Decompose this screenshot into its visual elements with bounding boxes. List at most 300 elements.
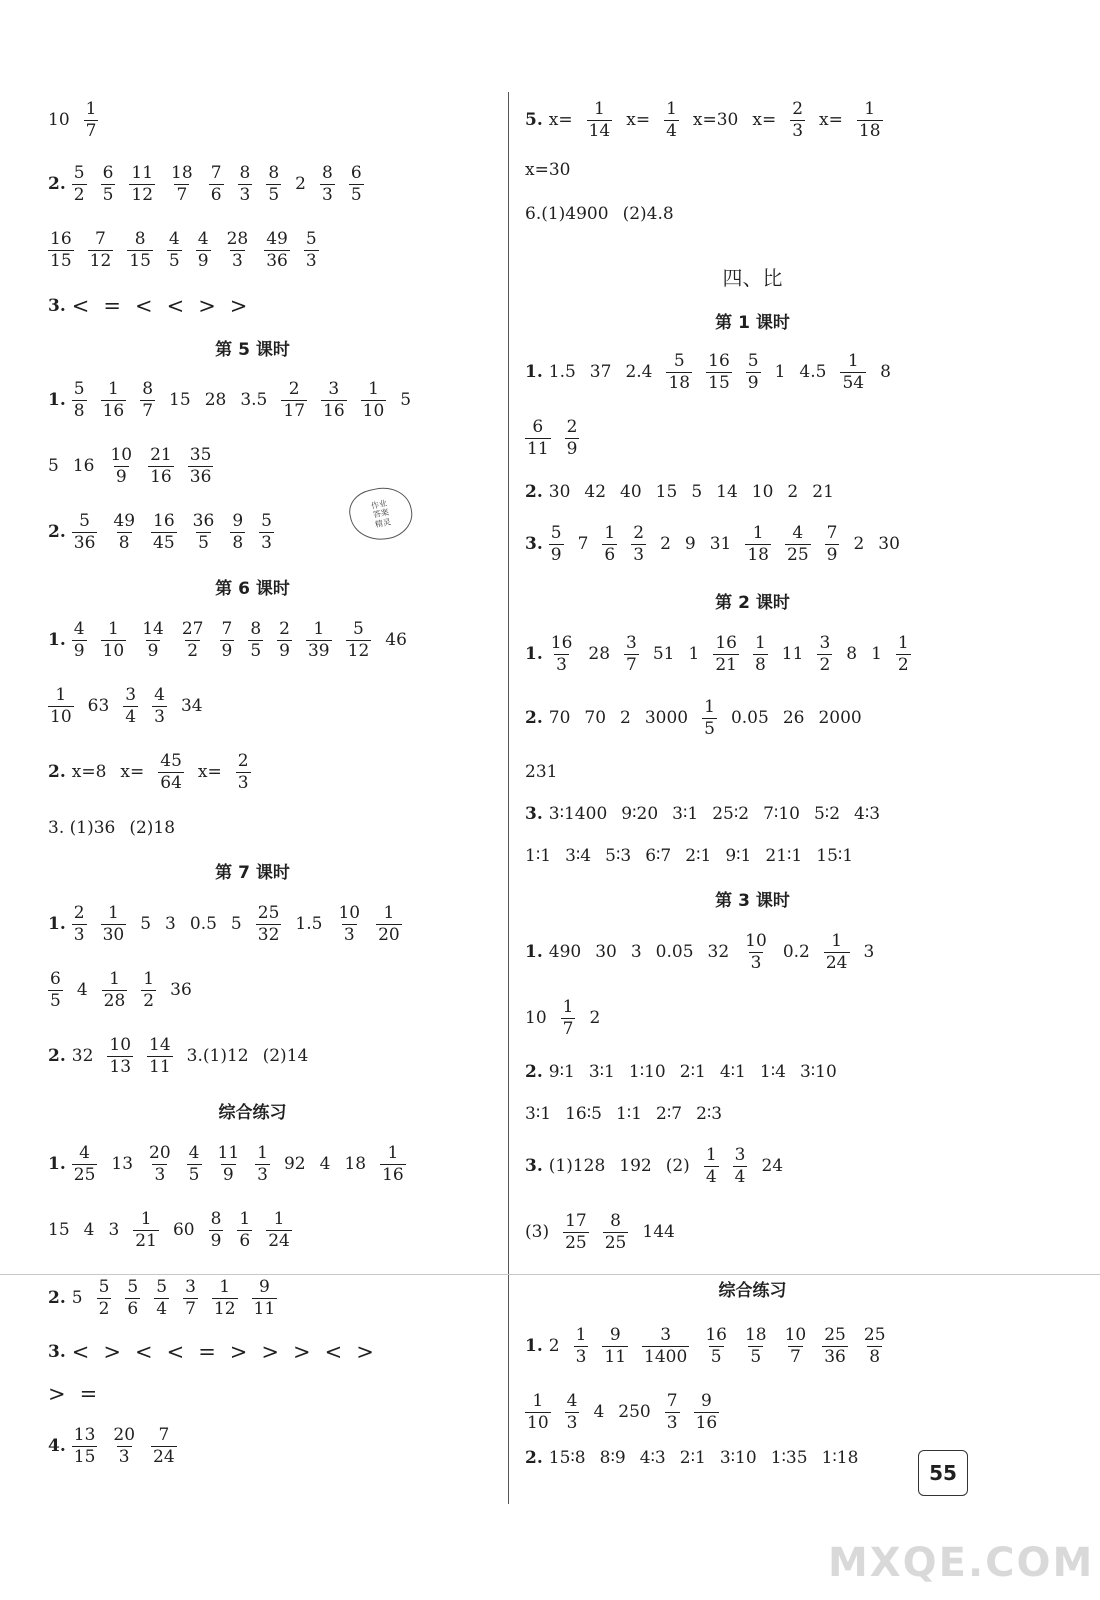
fraction — [148, 444, 174, 487]
numerator: 8 — [134, 228, 146, 249]
numerator: 20 — [113, 1424, 136, 1445]
numerator: 10 — [784, 1324, 807, 1345]
answer-value: 8∶9 — [599, 1448, 626, 1468]
numerator: 3 — [626, 632, 637, 653]
numerator: 6 — [102, 162, 114, 183]
comparison-symbol: > — [261, 1340, 280, 1364]
numerator: 8 — [250, 618, 262, 639]
numerator: 16 — [50, 228, 72, 249]
answer-line — [48, 678, 203, 734]
numerator: 4 — [566, 1390, 578, 1411]
numerator: 45 — [160, 750, 182, 771]
answer-value: x=8 — [71, 762, 107, 782]
denominator: 9 — [826, 544, 838, 565]
fraction — [152, 684, 167, 727]
numerator: 4 — [79, 1142, 90, 1163]
denominator: 9 — [222, 1164, 234, 1185]
answer-value: x= — [626, 110, 651, 130]
denominator: 10 — [50, 706, 72, 727]
denominator: 18 — [668, 372, 691, 393]
denominator: 5 — [102, 184, 114, 205]
question-number: 1. — [525, 1336, 543, 1356]
fraction — [743, 1324, 769, 1367]
fraction — [140, 378, 155, 421]
fraction — [602, 1324, 628, 1367]
fraction — [101, 162, 116, 205]
answer-value: 15∶8 — [548, 1448, 586, 1468]
denominator: 21 — [135, 1230, 157, 1251]
answer-value: 4∶3 — [854, 804, 881, 824]
answer-value: 10 — [48, 110, 70, 130]
numerator: 7 — [221, 618, 233, 639]
denominator: 12 — [213, 1298, 236, 1319]
numerator: 2 — [633, 522, 645, 543]
answer-value: 21 — [812, 482, 834, 502]
answer-value: 16∶5 — [565, 1104, 602, 1124]
answer-value: 1 — [688, 644, 700, 664]
numerator: 1 — [143, 968, 155, 989]
fraction — [266, 1208, 292, 1251]
fraction — [783, 1324, 809, 1367]
denominator: 3 — [575, 1346, 587, 1367]
answer-value: 7∶10 — [763, 804, 800, 824]
answer-value: 7 — [577, 534, 589, 554]
answer-line — [48, 896, 402, 952]
numerator: 8 — [239, 162, 251, 183]
fraction — [212, 1276, 238, 1319]
fraction — [48, 228, 74, 271]
denominator: 4 — [156, 1298, 168, 1319]
answer-value: (2)18 — [129, 818, 176, 838]
fraction — [857, 98, 883, 141]
answer-value: 1∶4 — [759, 1062, 786, 1082]
denominator: 8 — [118, 532, 130, 553]
numerator: 11 — [131, 162, 154, 183]
answer-value: 24 — [761, 1156, 784, 1176]
fraction — [196, 228, 211, 271]
question-number: 2. — [48, 762, 66, 782]
numerator: 1 — [273, 1208, 285, 1229]
denominator: 15 — [50, 250, 72, 271]
answer-value: 231 — [525, 762, 558, 782]
answer-line — [48, 1136, 406, 1192]
fraction — [525, 1390, 551, 1433]
lesson-heading: 第 1 课时 — [715, 313, 790, 333]
answer-value: 51 — [652, 644, 675, 664]
answer-value: 42 — [584, 482, 607, 502]
answer-value: 26 — [782, 708, 805, 728]
comparison-symbol: < — [324, 1340, 343, 1364]
answer-value: 2 — [660, 534, 671, 554]
answer-line — [48, 92, 98, 148]
fraction — [281, 378, 307, 421]
numerator: 7 — [95, 228, 106, 249]
fraction — [349, 162, 364, 205]
numerator: 4 — [73, 618, 85, 639]
fraction — [147, 1034, 173, 1077]
fraction — [603, 1210, 629, 1253]
numerator: 10 — [745, 930, 767, 951]
answer-value: 31 — [709, 534, 732, 554]
fraction — [111, 510, 137, 553]
fraction — [236, 750, 251, 793]
answer-value: 30 — [595, 942, 617, 962]
fraction — [753, 632, 768, 675]
answer-line — [525, 186, 674, 242]
fraction — [255, 1142, 270, 1185]
numerator: 1 — [85, 98, 97, 119]
numerator: 3 — [125, 684, 137, 705]
numerator: 3 — [819, 632, 831, 653]
denominator: 5 — [50, 990, 61, 1011]
fraction — [785, 522, 811, 565]
denominator: 2 — [897, 654, 909, 675]
watermark-text: MXQE.COM — [828, 1540, 1095, 1586]
denominator: 10 — [527, 1412, 549, 1433]
denominator: 7 — [176, 184, 188, 205]
fraction — [822, 1324, 848, 1367]
denominator: 5 — [750, 1346, 762, 1367]
answer-line — [48, 278, 247, 334]
answer-value: 250 — [618, 1402, 651, 1422]
answer-value: 3000 — [644, 708, 689, 728]
answer-value: 3∶10 — [719, 1448, 757, 1468]
denominator: 8 — [869, 1346, 881, 1367]
answer-value: 25∶2 — [712, 804, 750, 824]
comparison-symbol: < — [166, 1340, 185, 1364]
answer-value: 0.5 — [189, 914, 217, 934]
question-number: 2. — [525, 708, 543, 728]
numerator: 18 — [744, 1324, 767, 1345]
answer-line — [525, 1204, 675, 1260]
denominator: 4 — [734, 1166, 746, 1187]
numerator: 16 — [153, 510, 175, 531]
fraction — [666, 350, 692, 393]
answer-value: 2 — [548, 1336, 560, 1356]
answer-line — [48, 1418, 177, 1474]
denominator: 9 — [747, 372, 759, 393]
numerator: 14 — [142, 618, 164, 639]
fraction — [151, 1424, 177, 1467]
numerator: 14 — [149, 1034, 171, 1055]
fraction — [563, 1210, 589, 1253]
answer-value: 3∶4 — [565, 846, 592, 866]
page-number: 55 — [918, 1450, 968, 1496]
answer-value: 5 — [140, 914, 152, 934]
numerator: 21 — [150, 444, 172, 465]
denominator: 2 — [143, 990, 155, 1011]
denominator: 5 — [188, 1164, 200, 1185]
answer-value: 2 — [295, 174, 306, 194]
numerator: 10 — [110, 444, 133, 465]
denominator: 8 — [754, 654, 766, 675]
answer-value: 5 — [691, 482, 703, 502]
answer-value: 32 — [71, 1046, 94, 1066]
numerator: 17 — [565, 1210, 587, 1231]
answer-value: 2∶1 — [679, 1448, 706, 1468]
answer-value: 1∶1 — [525, 846, 552, 866]
numerator: 1 — [257, 1142, 268, 1163]
fraction — [574, 1324, 589, 1367]
comparison-symbol: > — [198, 294, 216, 318]
denominator: 18 — [747, 544, 769, 565]
fraction — [123, 684, 138, 727]
answer-value: 4.5 — [799, 362, 827, 382]
answer-value: 9 — [684, 534, 696, 554]
denominator: 20 — [378, 924, 400, 945]
answer-value: 11 — [781, 644, 804, 664]
answer-value: 2∶7 — [656, 1104, 683, 1124]
denominator: 7 — [562, 1018, 574, 1039]
answer-line — [48, 744, 251, 800]
answer-line — [48, 800, 175, 856]
numerator: 1 — [140, 1208, 152, 1229]
denominator: 5 — [198, 532, 209, 553]
denominator: 24 — [153, 1446, 175, 1467]
denominator: 3 — [322, 184, 333, 205]
denominator: 28 — [103, 990, 126, 1011]
answer-value: 1∶35 — [770, 1448, 808, 1468]
comparison-symbol: < — [134, 294, 153, 318]
numerator: 20 — [149, 1142, 171, 1163]
denominator: 3 — [239, 184, 251, 205]
numerator: 1 — [107, 378, 119, 399]
answer-line — [48, 156, 364, 212]
numerator: 1 — [704, 696, 715, 717]
fraction — [220, 618, 235, 661]
answer-value: 3∶1400 — [548, 804, 608, 824]
numerator: 8 — [268, 162, 280, 183]
denominator: 3 — [154, 1164, 166, 1185]
comparison-symbol: > — [229, 294, 248, 318]
denominator: 25 — [565, 1232, 587, 1253]
question-number: 3. — [48, 296, 66, 316]
fraction — [624, 632, 639, 675]
numerator: 49 — [266, 228, 288, 249]
fraction — [167, 228, 182, 271]
answer-value: 2000 — [818, 708, 862, 728]
denominator: 3 — [237, 772, 249, 793]
fraction — [549, 632, 575, 675]
fraction — [97, 1276, 112, 1319]
answer-value: 1∶18 — [821, 1448, 859, 1468]
denominator: 4 — [705, 1166, 717, 1187]
numerator: 5 — [98, 1276, 110, 1297]
answer-value: 5∶2 — [813, 804, 841, 824]
fraction — [266, 162, 281, 205]
numerator: 1 — [752, 522, 764, 543]
fraction — [188, 444, 214, 487]
denominator: 5 — [710, 1346, 722, 1367]
numerator: 35 — [189, 444, 212, 465]
question-number: 3. — [525, 534, 543, 554]
comparison-symbol: > — [229, 1340, 248, 1364]
lesson-heading: 第 6 课时 — [215, 579, 290, 599]
fraction — [704, 1144, 719, 1187]
numerator: 10 — [109, 1034, 132, 1055]
answer-value: 10 — [751, 482, 774, 502]
answer-value: 5 — [230, 914, 242, 934]
fraction — [746, 350, 761, 393]
denominator: 7 — [142, 400, 154, 421]
question-number: 1. — [525, 362, 543, 382]
fraction — [72, 162, 87, 205]
denominator: 3 — [231, 250, 243, 271]
denominator: 8 — [73, 400, 85, 421]
answer-value: 15∶1 — [816, 846, 854, 866]
numerator: 9 — [700, 1390, 712, 1411]
denominator: 3 — [750, 952, 762, 973]
denominator: 12 — [131, 184, 154, 205]
fraction — [101, 378, 127, 421]
numerator: 5 — [673, 350, 685, 371]
comparison-symbol: < — [166, 294, 185, 318]
answer-value: 36 — [170, 980, 192, 1000]
fraction — [209, 1208, 224, 1251]
lesson-heading: 综合练习 — [718, 1281, 787, 1301]
fraction — [549, 522, 564, 565]
fraction — [48, 684, 74, 727]
fraction — [565, 1390, 580, 1433]
fraction — [790, 98, 805, 141]
denominator: 64 — [160, 772, 182, 793]
denominator: 36 — [266, 250, 288, 271]
numerator: 8 — [210, 1208, 222, 1229]
answer-value: 0.05 — [655, 942, 694, 962]
answer-value: 1.5 — [548, 362, 576, 382]
denominator: 24 — [825, 952, 848, 973]
fraction — [745, 522, 771, 565]
answer-value: (3) — [525, 1222, 550, 1242]
numerator: 1 — [383, 902, 395, 923]
numerator: 25 — [257, 902, 280, 923]
numerator: 5 — [305, 228, 317, 249]
numerator: 4 — [188, 1142, 200, 1163]
denominator: 2 — [73, 184, 85, 205]
answer-value: 46 — [385, 630, 407, 650]
answer-value: x= — [197, 762, 222, 782]
numerator: 7 — [210, 162, 222, 183]
denominator: 3 — [556, 654, 567, 675]
numerator: 1 — [831, 930, 843, 951]
answer-line — [525, 464, 834, 520]
denominator: 7 — [185, 1298, 196, 1319]
answer-value: 21∶1 — [765, 846, 803, 866]
comparison-symbol: < — [71, 1340, 90, 1364]
numerator: 18 — [171, 162, 193, 183]
answer-line — [525, 626, 911, 682]
numerator: 4 — [168, 228, 180, 249]
comparison-symbol: > — [293, 1340, 311, 1364]
answer-line — [525, 1430, 858, 1486]
numerator: 1 — [847, 350, 859, 371]
question-number: 1. — [48, 1154, 66, 1174]
answer-value: 8 — [846, 644, 858, 664]
denominator: 9 — [197, 250, 209, 271]
fraction — [225, 228, 251, 271]
answer-value: 3 — [165, 914, 176, 934]
question-number: 3. — [525, 1156, 543, 1176]
answer-value: 2.4 — [625, 362, 653, 382]
answer-line — [525, 924, 874, 980]
fraction — [102, 968, 128, 1011]
fraction — [840, 350, 866, 393]
denominator: 3 — [118, 1446, 130, 1467]
numerator: 9 — [609, 1324, 621, 1345]
answer-line — [525, 516, 900, 572]
denominator: 4 — [666, 120, 677, 141]
answer-value: 3 — [108, 1220, 120, 1240]
fraction — [72, 618, 87, 661]
answer-value: 2∶3 — [696, 1104, 723, 1124]
answer-line — [525, 690, 862, 746]
answer-value: 490 — [548, 942, 582, 962]
comparison-symbol: > — [48, 1382, 66, 1406]
fraction — [561, 996, 576, 1039]
answer-value: 2 — [589, 1008, 601, 1028]
fraction — [72, 510, 98, 553]
answer-line — [48, 962, 192, 1018]
denominator: 2 — [819, 654, 831, 675]
answer-value: 60 — [172, 1220, 195, 1240]
answer-value: (2)14 — [262, 1046, 309, 1066]
denominator: 2 — [187, 640, 199, 661]
fraction — [380, 1142, 406, 1185]
denominator: 30 — [102, 924, 125, 945]
answer-value: 0.2 — [782, 942, 810, 962]
denominator: 36 — [73, 532, 96, 553]
answer-value: 40 — [620, 482, 642, 502]
fraction — [141, 968, 156, 1011]
answer-value: 4 — [593, 1402, 605, 1422]
denominator: 5 — [704, 718, 715, 739]
question-number: 3. — [48, 1342, 66, 1362]
fraction — [525, 416, 551, 459]
answer-line — [525, 1318, 888, 1374]
answer-line — [48, 1366, 97, 1422]
numerator: 1 — [604, 522, 616, 543]
answer-value: 34 — [180, 696, 203, 716]
answer-value: 2 — [787, 482, 799, 502]
comparison-symbol: = — [198, 1340, 216, 1364]
fraction — [587, 98, 613, 141]
numerator: 3 — [660, 1324, 672, 1345]
numerator: 1 — [368, 378, 379, 399]
answer-value: 4 — [83, 1220, 95, 1240]
fraction — [602, 522, 617, 565]
denominator: 7 — [626, 654, 637, 675]
answer-line — [48, 1028, 308, 1084]
numerator: 3 — [328, 378, 340, 399]
comparison-symbol: > — [356, 1340, 374, 1364]
answer-line — [48, 1202, 292, 1258]
numerator: 2 — [566, 416, 578, 437]
numerator: 4 — [197, 228, 209, 249]
numerator: 1 — [864, 98, 876, 119]
answer-line — [525, 344, 891, 400]
denominator: 15 — [73, 1446, 96, 1467]
numerator: 6 — [50, 968, 61, 989]
answer-value: 37 — [589, 362, 612, 382]
numerator: 5 — [747, 350, 759, 371]
denominator: 17 — [283, 400, 306, 421]
answer-value: 4∶3 — [639, 1448, 666, 1468]
answer-line — [48, 504, 274, 560]
numerator: 6 — [532, 416, 544, 437]
denominator: 36 — [824, 1346, 846, 1367]
answer-line — [48, 612, 407, 668]
lesson-heading: 综合练习 — [218, 1103, 287, 1123]
